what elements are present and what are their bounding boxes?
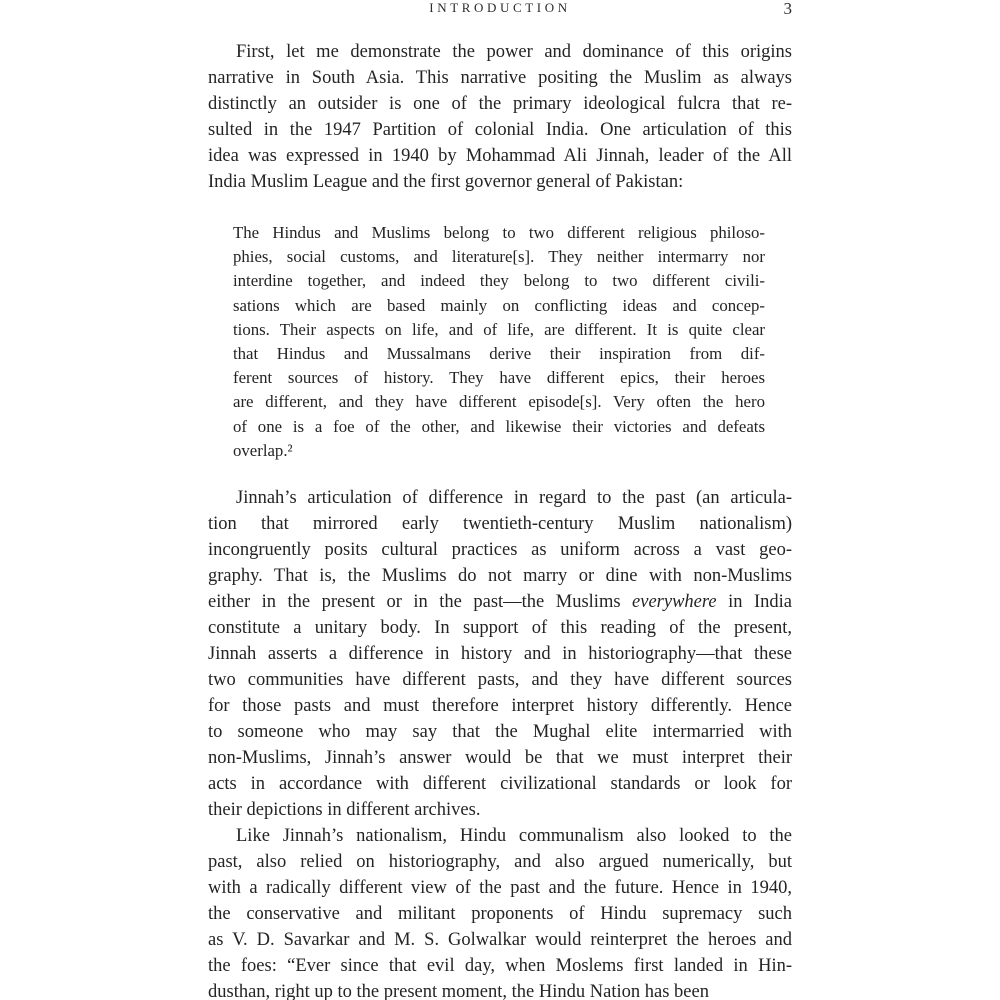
- text-line: non-Muslims, Jinnah’s answer would be that we must interpret their: [208, 747, 792, 768]
- paragraph: [208, 39, 792, 195]
- page-body: [208, 39, 792, 1000]
- text-line: idea was expressed in 1940 by Mohammad Ali Jinnah, leader of the All: [208, 146, 792, 166]
- text-line: two communities have different pasts, and they have different sources: [208, 669, 792, 690]
- text-line: sulted in the 1947 Partition of colonial India. One articulation of this: [208, 120, 792, 140]
- text-line: Jinnah asserts a difference in history and in historiography—that these: [208, 643, 792, 664]
- text-line: sations which are based mainly on conflicting ideas and concep-: [233, 295, 765, 315]
- text-line: with a radically different view of the past and the future. Hence in 1940,: [208, 877, 792, 898]
- text-line: Jinnah’s articulation of difference in regard to the past (an articula-: [236, 487, 792, 508]
- text-line: tion that mirrored early twentieth-century Muslim nationalism): [208, 513, 792, 534]
- text-line: acts in accordance with different civilizational standards or look for: [208, 773, 792, 794]
- page-header: [208, 0, 792, 24]
- text-line: dusthan, right up to the present moment, the Hindu Nation has been: [208, 981, 709, 1000]
- text-line: the conservative and militant proponents of Hindu supremacy such: [208, 903, 792, 924]
- paragraph: [208, 823, 792, 1000]
- text-line: are different, and they have different episode[s]. Very often the hero: [233, 392, 765, 412]
- text-line: either in the present or in the past—the Muslims everywhere in India: [208, 591, 792, 612]
- text-line: interdine together, and indeed they belong to two different civili-: [233, 271, 765, 291]
- text-line: India Muslim League and the first governor general of Pakistan:: [208, 172, 684, 192]
- text-line: for those pasts and must therefore interpret history differently. Hence: [208, 695, 792, 716]
- text-line: their depictions in different archives.: [208, 799, 481, 820]
- text-line: ferent sources of history. They have different epics, their heroes: [233, 368, 765, 388]
- text-line: to someone who may say that the Mughal elite intermarried with: [208, 721, 792, 742]
- text-line: distinctly an outsider is one of the primary ideological fulcra that re-: [208, 94, 792, 114]
- block-quote: [233, 221, 765, 463]
- text-line: The Hindus and Muslims belong to two different religious philoso-: [233, 223, 765, 242]
- paragraph: [208, 485, 792, 823]
- text-line: as V. D. Savarkar and M. S. Golwalkar would reinterpret the heroes and: [208, 929, 792, 950]
- text-line: past, also relied on historiography, and also argued numerically, but: [208, 851, 792, 872]
- text-line: the foes: “Ever since that evil day, when Moslems first landed in Hin-: [208, 955, 792, 976]
- text-line: First, let me demonstrate the power and dominance of this origins: [236, 42, 792, 62]
- text-line: Like Jinnah’s nationalism, Hindu communalism also looked to the: [236, 825, 792, 846]
- page-number: 3: [783, 0, 792, 18]
- text-line: that Hindus and Mussalmans derive their inspiration from dif-: [233, 343, 765, 363]
- text-line: narrative in South Asia. This narrative positing the Muslim as always: [208, 68, 792, 88]
- text-line: tions. Their aspects on life, and of life, are different. It is quite clear: [233, 319, 765, 339]
- text-line: of one is a foe of the other, and likewise their victories and defeats: [233, 416, 765, 436]
- text-line: constitute a unitary body. In support of this reading of the present,: [208, 617, 792, 638]
- text-line: overlap.²: [233, 440, 293, 460]
- text-line: graphy. That is, the Muslims do not marry or dine with non-Muslims: [208, 565, 792, 586]
- text-line: phies, social customs, and literature[s]. They neither intermarry nor: [233, 247, 765, 267]
- text-line: incongruently posits cultural practices as uniform across a vast geo-: [208, 539, 792, 560]
- running-head-title: INTRODUCTION: [429, 0, 571, 15]
